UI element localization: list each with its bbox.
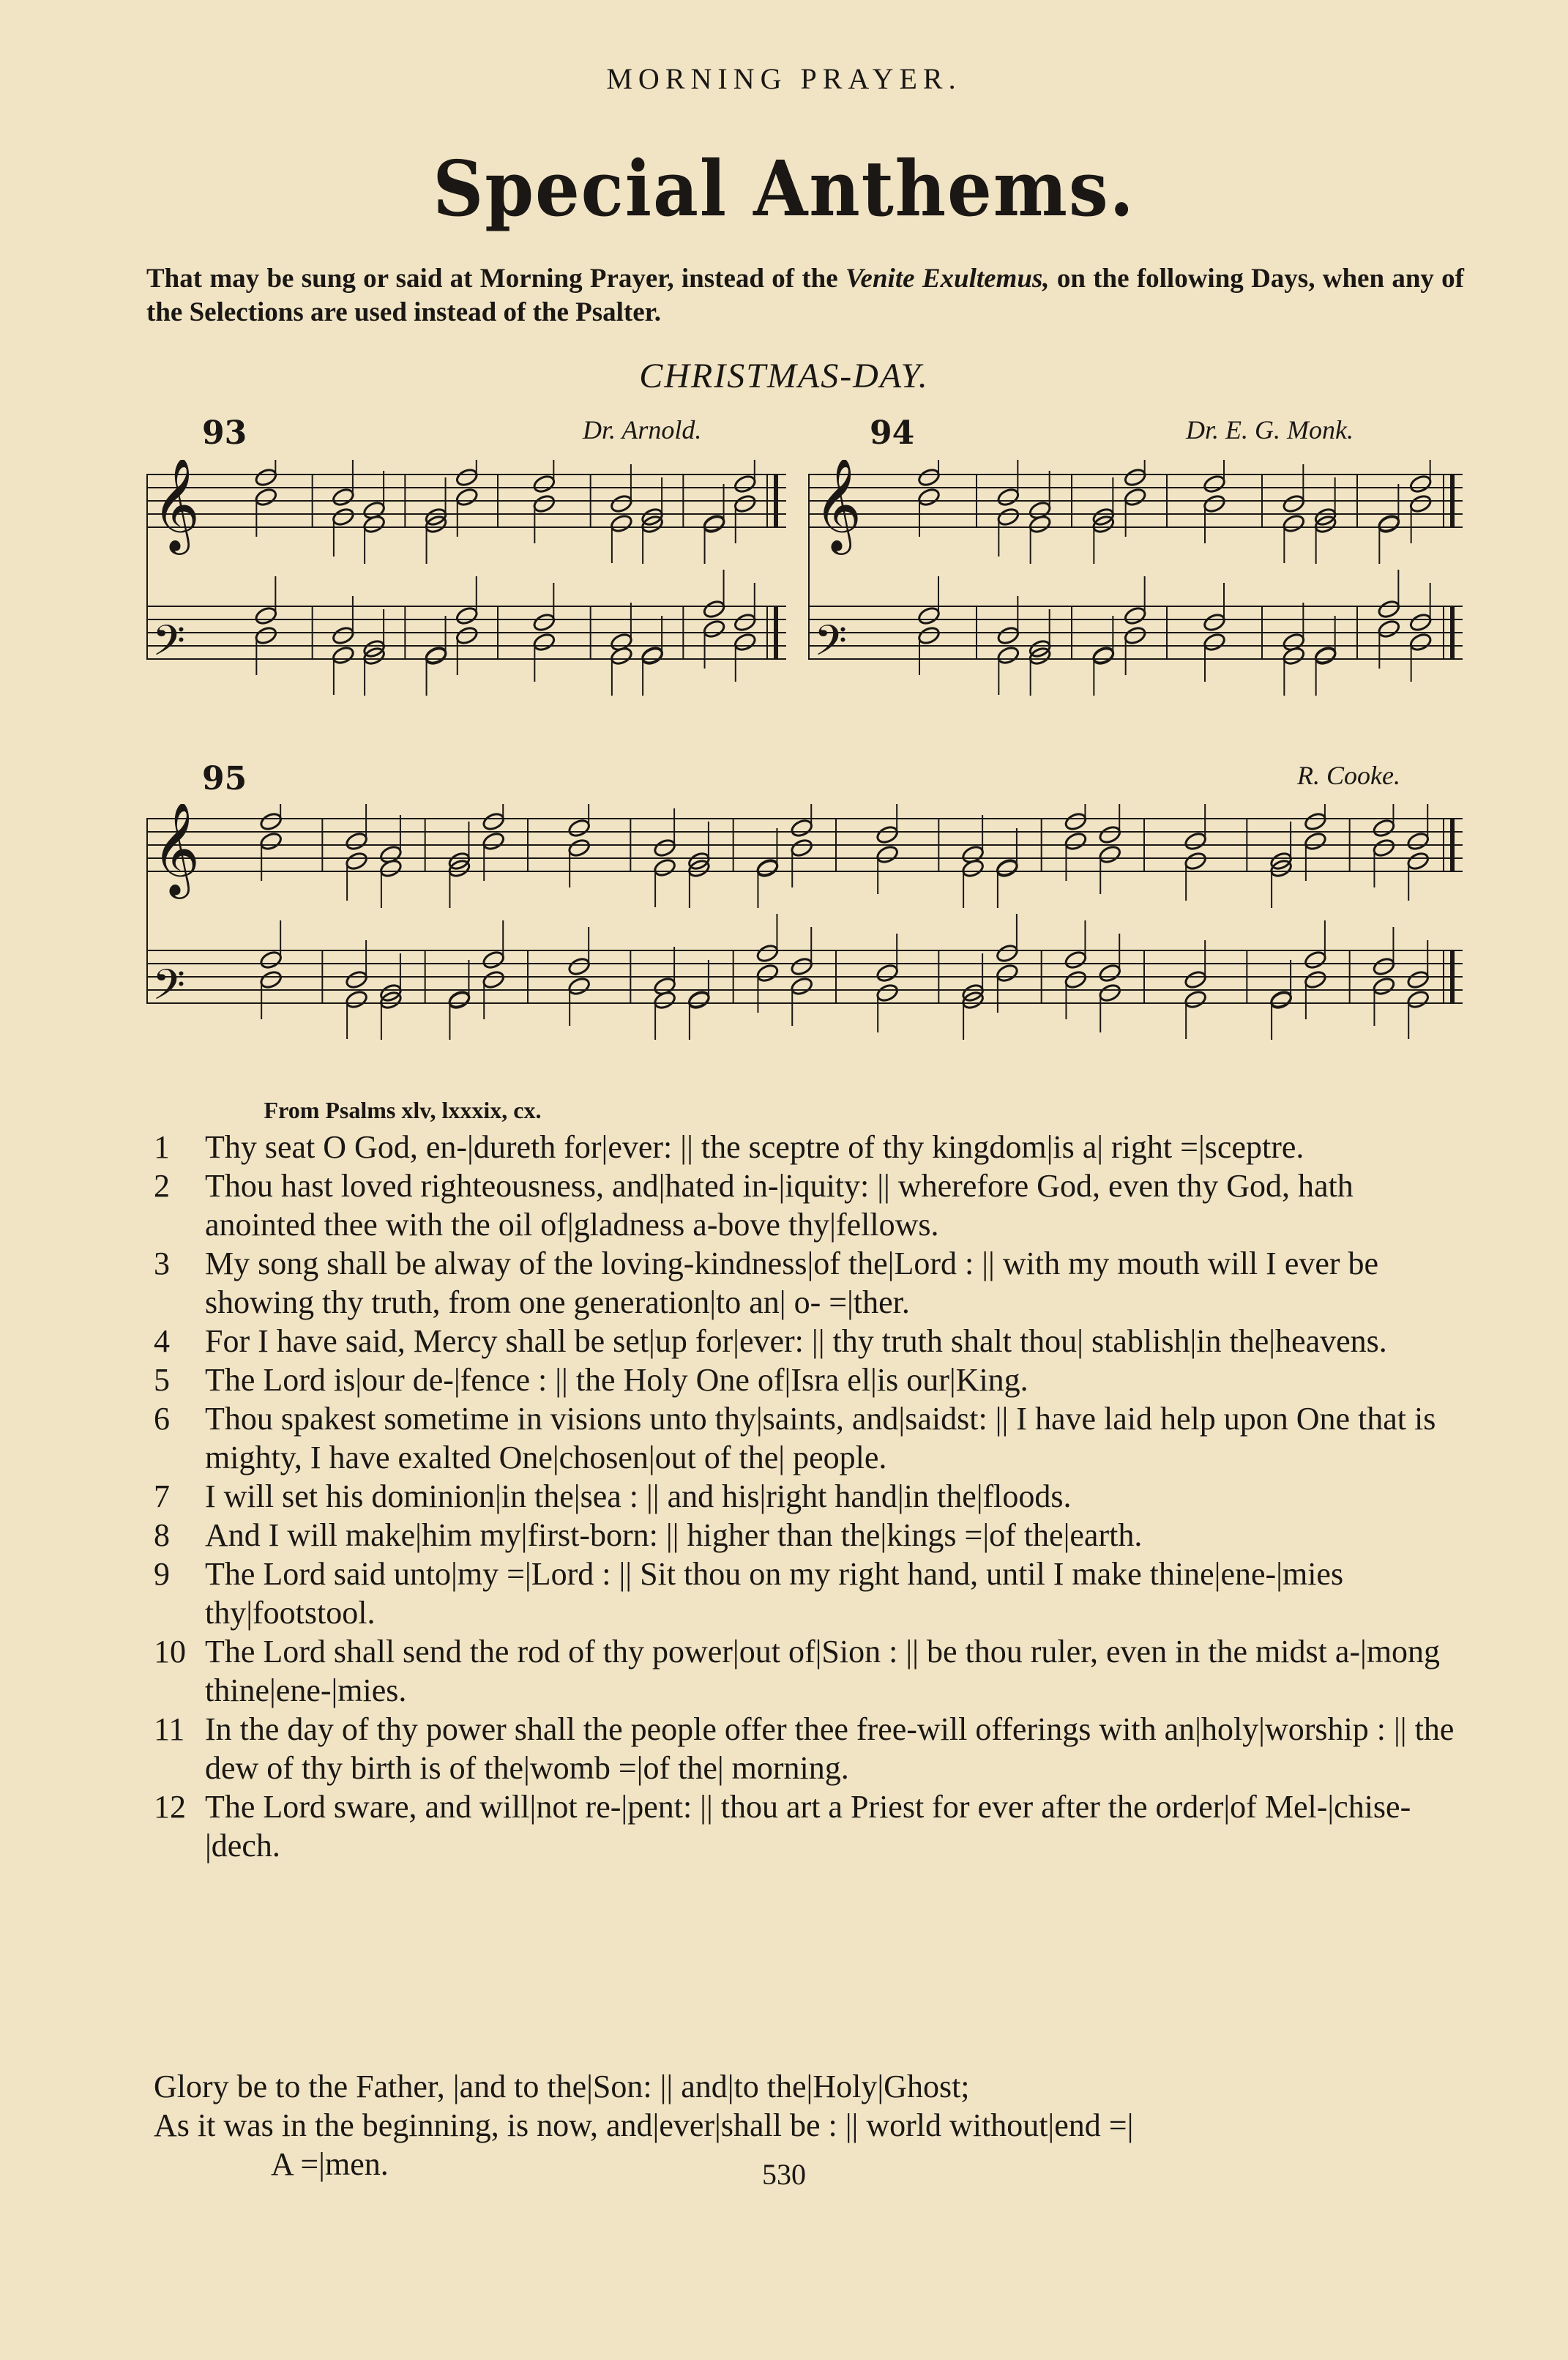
note-icon xyxy=(1098,844,1122,865)
note-icon xyxy=(995,943,1019,964)
note-icon xyxy=(996,625,1020,646)
note-icon xyxy=(702,619,726,639)
psalm-verse xyxy=(154,1516,1471,1555)
chant-93-music xyxy=(146,460,791,716)
note-icon xyxy=(259,811,283,832)
note-icon xyxy=(331,645,355,666)
note-icon xyxy=(917,625,941,646)
note-icon xyxy=(1184,969,1208,990)
verse-text: My song shall be alway of the loving-kindness|of the|Lord : || with my mouth will I ever be showing thy truth, from one generation|to an| o- =|ther. xyxy=(205,1246,1379,1320)
note-icon xyxy=(1098,963,1122,983)
note-icon xyxy=(1372,956,1396,977)
verse-text: The Lord is|our de-|fence : || the Holy One of|Isra el|is our|King. xyxy=(205,1362,1028,1398)
note-icon xyxy=(996,645,1020,666)
verse-text: In the day of thy power shall the people offer thee free-will offerings with an|holy|worship : || the dew of thy birth is of the|womb =|of the| morning. xyxy=(205,1711,1455,1786)
note-icon xyxy=(1377,599,1401,619)
bass-staff xyxy=(146,914,1463,1040)
note-icon xyxy=(455,625,479,646)
psalm-verse xyxy=(154,1787,1471,1865)
note-icon xyxy=(455,467,479,488)
note-icon xyxy=(876,963,900,983)
bass-staff xyxy=(146,570,786,696)
note-icon xyxy=(1406,851,1430,871)
treble-staff xyxy=(146,804,1463,908)
note-icon xyxy=(1408,612,1433,633)
psalm-verse xyxy=(154,1555,1471,1632)
note-icon xyxy=(995,963,1019,983)
note-icon xyxy=(1064,950,1088,970)
note-icon xyxy=(876,844,900,865)
bass-clef-icon: 𝄢 xyxy=(152,960,186,1020)
note-icon xyxy=(653,838,677,858)
verse-text: And I will make|him my|first-born: || higher than the|kings =|of the|earth. xyxy=(205,1517,1143,1553)
note-icon xyxy=(876,824,900,845)
note-icon xyxy=(1408,474,1433,494)
psalm-verse xyxy=(154,1322,1471,1360)
note-icon xyxy=(733,494,757,514)
running-head: MORNING PRAYER. xyxy=(606,62,962,95)
note-icon xyxy=(482,811,506,832)
note-icon xyxy=(1408,632,1433,652)
note-icon xyxy=(1303,950,1327,970)
note-icon xyxy=(1303,831,1327,852)
note-icon xyxy=(532,612,556,633)
note-icon xyxy=(345,851,369,871)
verse-number: 8 xyxy=(154,1517,170,1553)
note-icon xyxy=(254,606,278,626)
note-icon xyxy=(917,487,941,507)
note-icon xyxy=(1282,494,1306,514)
note-icon xyxy=(331,507,355,527)
verse-number: 4 xyxy=(154,1323,170,1359)
psalm-verse xyxy=(154,1128,1471,1166)
verse-number: 2 xyxy=(154,1168,170,1204)
intro-paragraph xyxy=(146,262,1464,330)
intro-italic: Venite Exultemus, xyxy=(845,264,1050,294)
note-icon xyxy=(1282,513,1306,534)
note-icon xyxy=(1203,632,1227,652)
chant-composer-93: Dr. Arnold. xyxy=(583,415,702,444)
chant-number-95: 95 xyxy=(202,760,247,797)
note-icon xyxy=(331,625,355,646)
source-note: From Psalms xlv, lxxxix, cx. xyxy=(264,1097,542,1123)
note-icon xyxy=(259,831,283,852)
chant-number-93: 93 xyxy=(202,414,247,452)
note-icon xyxy=(345,989,369,1010)
psalm-verse xyxy=(154,1399,1471,1477)
verse-text: For I have said, Mercy shall be set|up for|ever: || thy truth shalt thou| stablish|in the|heavens. xyxy=(205,1323,1387,1359)
note-icon xyxy=(1303,969,1327,990)
note-icon xyxy=(1123,606,1147,626)
verse-number: 10 xyxy=(154,1634,186,1670)
verse-number: 1 xyxy=(154,1129,170,1165)
note-icon xyxy=(482,969,506,990)
verse-text: Thou spakest sometime in visions unto thy|saints, and|saidst: || I have laid help upon One that is mighty, I have exalted One|chosen|out of the| people. xyxy=(205,1401,1436,1475)
verse-number: 12 xyxy=(154,1789,186,1825)
note-icon xyxy=(790,956,814,977)
note-icon xyxy=(733,474,757,494)
note-icon xyxy=(532,632,556,652)
verse-text: The Lord sware, and will|not re-|pent: || thou art a Priest for ever after the order|of Mel-|chise-|dech. xyxy=(205,1789,1411,1864)
note-icon xyxy=(790,818,814,838)
verse-number: 3 xyxy=(154,1246,170,1281)
note-icon xyxy=(1406,831,1430,852)
note-icon xyxy=(1123,487,1147,507)
verse-number: 7 xyxy=(154,1478,170,1514)
verse-number: 9 xyxy=(154,1556,170,1592)
gloria-line-2: As it was in the beginning, is now, and|ever|shall be : || world without|end =| xyxy=(154,2107,1134,2143)
note-icon xyxy=(259,950,283,970)
note-icon xyxy=(567,976,591,997)
verse-number: 11 xyxy=(154,1711,185,1747)
note-icon xyxy=(1372,838,1396,858)
treble-staff xyxy=(808,460,1463,564)
treble-clef-icon: 𝄞 xyxy=(152,460,201,551)
bass-clef-icon: 𝄢 xyxy=(152,616,186,676)
note-icon xyxy=(455,606,479,626)
chant-number-94: 94 xyxy=(870,414,915,452)
note-icon xyxy=(254,625,278,646)
music-system xyxy=(146,460,786,696)
verse-text: I will set his dominion|in the|sea : || and his|right hand|in the|floods. xyxy=(205,1478,1072,1514)
note-icon xyxy=(1406,969,1430,990)
note-icon xyxy=(254,487,278,507)
note-icon xyxy=(259,969,283,990)
note-icon xyxy=(1098,983,1122,1003)
note-icon xyxy=(1064,831,1088,852)
note-icon xyxy=(996,507,1020,527)
note-icon xyxy=(733,612,757,633)
note-icon xyxy=(254,467,278,488)
note-icon xyxy=(609,494,633,514)
page-number: 530 xyxy=(762,2158,806,2191)
note-icon xyxy=(532,474,556,494)
note-icon xyxy=(1408,494,1433,514)
psalm-verse xyxy=(154,1166,1471,1244)
note-icon xyxy=(790,838,814,858)
music-system xyxy=(146,804,1463,1040)
verse-text: The Lord said unto|my =|Lord : || Sit thou on my right hand, until I make thine|ene-|mies thy|footstool. xyxy=(205,1556,1344,1631)
note-icon xyxy=(1406,989,1430,1010)
note-icon xyxy=(331,487,355,507)
note-icon xyxy=(345,969,369,990)
day-heading: CHRISTMAS-DAY. xyxy=(639,357,929,395)
intro-text-after: on the following Days, when any of the Selections are used instead of the Psalter. xyxy=(146,264,1465,327)
note-icon xyxy=(1372,818,1396,838)
psalm-verse xyxy=(154,1710,1471,1787)
note-icon xyxy=(1184,851,1208,871)
psalm-verse xyxy=(154,1477,1471,1516)
note-icon xyxy=(1203,474,1227,494)
note-icon xyxy=(455,487,479,507)
note-icon xyxy=(790,976,814,997)
note-icon xyxy=(755,963,780,983)
verse-text: Thy seat O God, en-|dureth for|ever: || the sceptre of thy kingdom|is a| right =|sceptre. xyxy=(205,1129,1304,1165)
note-icon xyxy=(1184,989,1208,1010)
psalm-verse xyxy=(154,1632,1471,1710)
psalm-text xyxy=(154,1128,1471,1865)
note-icon xyxy=(1123,467,1147,488)
chant-composer-94: Dr. E. G. Monk. xyxy=(1186,415,1354,444)
note-icon xyxy=(702,599,726,619)
gloria-line-1: Glory be to the Father, |and to the|Son: || and|to the|Holy|Ghost; xyxy=(154,2069,970,2104)
chant-94-music xyxy=(808,460,1467,716)
gloria-line-3: A =|men. xyxy=(271,2146,389,2182)
note-icon xyxy=(653,857,677,878)
note-icon xyxy=(567,956,591,977)
note-icon xyxy=(1203,612,1227,633)
note-icon xyxy=(345,831,369,852)
note-icon xyxy=(532,494,556,514)
chant-composer-95: R. Cooke. xyxy=(1297,761,1400,790)
verse-text: Thou hast loved righteousness, and|hated in-|iquity: || wherefore God, even thy God, hath anointed thee with the oil of|gladness a-bove thy|fellows. xyxy=(205,1168,1354,1243)
note-icon xyxy=(609,513,633,534)
psalm-verse xyxy=(154,1360,1471,1399)
note-icon xyxy=(1184,831,1208,852)
treble-clef-icon: 𝄞 xyxy=(152,804,201,895)
treble-clef-icon: 𝄞 xyxy=(814,460,862,551)
verse-number: 6 xyxy=(154,1401,170,1437)
note-icon xyxy=(1203,494,1227,514)
note-icon xyxy=(1303,811,1327,832)
note-icon xyxy=(996,487,1020,507)
note-icon xyxy=(1372,976,1396,997)
psalm-verse xyxy=(154,1244,1471,1322)
note-icon xyxy=(733,632,757,652)
note-icon xyxy=(876,983,900,1003)
bass-clef-icon: 𝄢 xyxy=(814,616,848,676)
verse-text: The Lord shall send the rod of thy power|out of|Sion : || be thou ruler, even in the midst a-|mong thine|ene-|mies. xyxy=(205,1634,1441,1708)
note-icon xyxy=(482,831,506,852)
note-icon xyxy=(1377,619,1401,639)
note-icon xyxy=(1098,824,1122,845)
music-system xyxy=(808,460,1463,696)
treble-staff xyxy=(146,460,786,564)
note-icon xyxy=(1064,969,1088,990)
note-icon xyxy=(567,838,591,858)
note-icon xyxy=(1064,811,1088,832)
note-icon xyxy=(482,950,506,970)
chant-95-music xyxy=(146,804,1467,1082)
verse-number: 5 xyxy=(154,1362,170,1398)
intro-text-before: That may be sung or said at Morning Prayer, instead of the xyxy=(146,264,838,294)
page-title: Special Anthems. xyxy=(433,144,1135,234)
note-icon xyxy=(917,467,941,488)
note-icon xyxy=(917,606,941,626)
note-icon xyxy=(755,943,780,964)
bass-staff xyxy=(808,570,1463,696)
note-icon xyxy=(567,818,591,838)
note-icon xyxy=(1123,625,1147,646)
